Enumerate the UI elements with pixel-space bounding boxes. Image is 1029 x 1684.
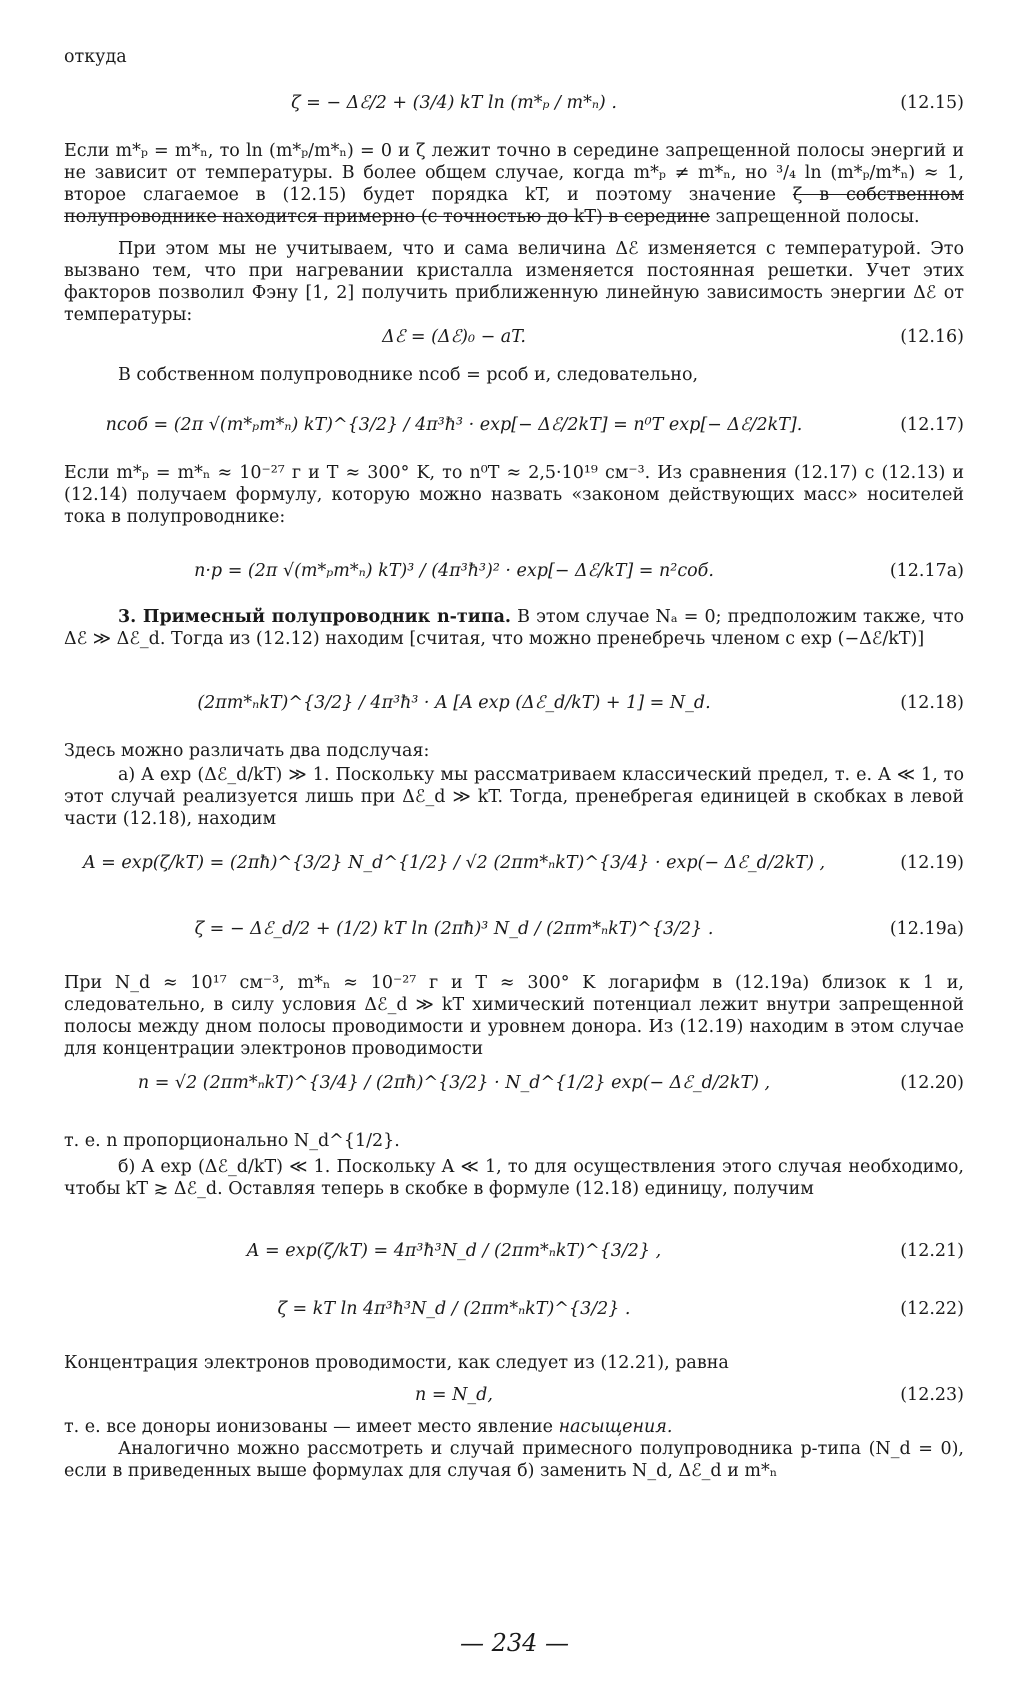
equation-number: (12.20) (900, 1073, 964, 1093)
paragraph: а) A exp (Δℰ_d/kT) ≫ 1. Поскольку мы рассматриваем классический предел, т. е. A ≪ 1, то этот случай реализуется лишь при Δℰ_d ≫ kT. Тогда, пренебрегая единицей в скобках в левой части (12.18), находим (64, 765, 964, 829)
paragraph: При N_d ≈ 10¹⁷ см⁻³, m*ₙ ≈ 10⁻²⁷ г и T ≈ 300° K логарифм в (12.19a) близок к 1 и, следовательно, в силу условия Δℰ_d ≫ kT химический потенциал лежит внутри запрещенной полосы между дном полосы проводимости и уровнем донора. Из (12.19) находим в этом случае для концентрации электронов проводимости (64, 973, 964, 1059)
equation-number: (12.17) (900, 415, 964, 435)
equation-12-22 (64, 1298, 964, 1328)
equation-formula: ζ = kT ln 4π³ħ³N_d / (2πm*ₙkT)^{3/2} . (277, 1299, 631, 1319)
equation-12-19a (64, 918, 964, 948)
equation-number: (12.15) (900, 93, 964, 113)
equation-number: (12.17a) (889, 561, 964, 581)
equation-12-16 (64, 326, 964, 356)
paragraph: б) A exp (Δℰ_d/kT) ≪ 1. Поскольку A ≪ 1, то для осуществления этого случая необходимо, чтобы kT ≳ Δℰ_d. Оставляя теперь в скобке в формуле (12.18) единицу, получим (64, 1157, 964, 1199)
paragraph: Концентрация электронов проводимости, как следует из (12.21), равна (64, 1353, 729, 1373)
paragraph-text: Если m*ₚ = m*ₙ, то ln (m*ₚ/m*ₙ) = 0 и ζ лежит точно в середине запрещенной полосы энергий и не зависит от температуры. В более общем случае, когда m*ₚ ≠ m*ₙ, но ³/₄ ln (m*ₚ/m*ₙ) ≈ 1, второе слагаемое в (12.15) будет порядка kT, и поэтому значение (64, 141, 964, 205)
paragraph-text: В этом случае Nₐ = 0; предположим также, что Δℰ ≫ Δℰ_d. Тогда из (12.12) находим [считая, что можно пренебречь членом с exp (−Δℰ/kT)] (64, 607, 964, 649)
equation-12-19 (64, 852, 964, 882)
equation-number: (12.19) (900, 853, 964, 873)
paragraph-text: запрещенной полосы. (715, 207, 920, 227)
equation-12-23 (64, 1384, 964, 1414)
paragraph: Аналогично можно рассмотреть и случай примесного полупроводника p-типа (N_d = 0), если в приведенных выше формулах для случая б) заменить N_d, Δℰ_d и m*ₙ (64, 1439, 964, 1481)
paragraph: В собственном полупроводнике nсоб = pсоб и, следовательно, (118, 365, 699, 385)
equation-12-20 (64, 1072, 964, 1102)
paragraph (64, 1416, 964, 1438)
paragraph-text: т. е. все доноры ионизованы — имеет место явление (64, 1417, 554, 1437)
struck-text: ζ в собственном полупроводнике находится примерно (с точностью до kT) в середине (64, 185, 964, 227)
page-number: — 234 — (459, 1629, 570, 1657)
equation-formula: ζ = − Δℰ/2 + (3/4) kT ln (m*ₚ / m*ₙ) . (291, 93, 617, 113)
equation-number: (12.19a) (889, 919, 964, 939)
equation-number: (12.21) (900, 1241, 964, 1261)
equation-number: (12.22) (900, 1299, 964, 1319)
paragraph: Если m*ₚ = m*ₙ ≈ 10⁻²⁷ г и T ≈ 300° K, то n⁰T ≈ 2,5·10¹⁹ см⁻³. Из сравнения (12.17) с (12.13) и (12.14) получаем формулу, которую можно назвать «законом действующих масс» носителей тока в полупроводнике: (64, 463, 964, 527)
equation-formula: A = exp(ζ/kT) = 4π³ħ³N_d / (2πm*ₙkT)^{3/2} , (246, 1241, 662, 1261)
paragraph: При этом мы не учитываем, что и сама величина Δℰ изменяется с температурой. Это вызвано тем, что при нагревании кристалла изменяется постоянная решетки. Учет этих факторов позволил Фэну [1, 2] получить приближенную линейную зависимость энергии Δℰ от температуры: (64, 239, 964, 325)
equation-number: (12.18) (900, 693, 964, 713)
emphasis-text: насыщения. (558, 1417, 673, 1437)
equation-12-18 (64, 692, 964, 722)
paragraph (64, 140, 964, 228)
equation-12-15 (64, 92, 964, 122)
equation-formula: nсоб = (2π √(m*ₚm*ₙ) kT)^{3/2} / 4π³ħ³ · exp[− Δℰ/2kT] = n⁰T exp[− Δℰ/2kT]. (105, 415, 803, 435)
intro-text: откуда (64, 47, 127, 67)
paragraph (64, 606, 964, 650)
equation-formula: ζ = − Δℰ_d/2 + (1/2) kT ln (2πħ)³ N_d / (2πm*ₙkT)^{3/2} . (194, 919, 714, 939)
equation-formula: n·p = (2π √(m*ₚm*ₙ) kT)³ / (4π³ħ³)² · exp[− Δℰ/kT] = n²соб. (194, 561, 714, 581)
equation-formula: (2πm*ₙkT)^{3/2} / 4π³ħ³ · A [A exp (Δℰ_d/kT) + 1] = N_d. (197, 693, 711, 713)
equation-number: (12.16) (900, 327, 964, 347)
equation-number: (12.23) (900, 1385, 964, 1405)
equation-formula: A = exp(ζ/kT) = (2πħ)^{3/2} N_d^{1/2} / √2 (2πm*ₙkT)^{3/4} · exp(− Δℰ_d/2kT) , (82, 853, 826, 873)
equation-12-17 (64, 414, 964, 444)
paragraph: Здесь можно различать два подслучая: (64, 741, 430, 761)
equation-formula: n = N_d, (415, 1385, 493, 1405)
paragraph: т. е. n пропорционально N_d^{1/2}. (64, 1131, 400, 1151)
section-title: 3. Примесный полупроводник n-типа. (118, 607, 511, 627)
equation-12-21 (64, 1240, 964, 1270)
equation-formula: n = √2 (2πm*ₙkT)^{3/4} / (2πħ)^{3/2} · N_d^{1/2} exp(− Δℰ_d/2kT) , (137, 1073, 771, 1093)
equation-formula: Δℰ = (Δℰ)₀ − aT. (382, 327, 526, 347)
equation-12-17a (64, 560, 964, 590)
